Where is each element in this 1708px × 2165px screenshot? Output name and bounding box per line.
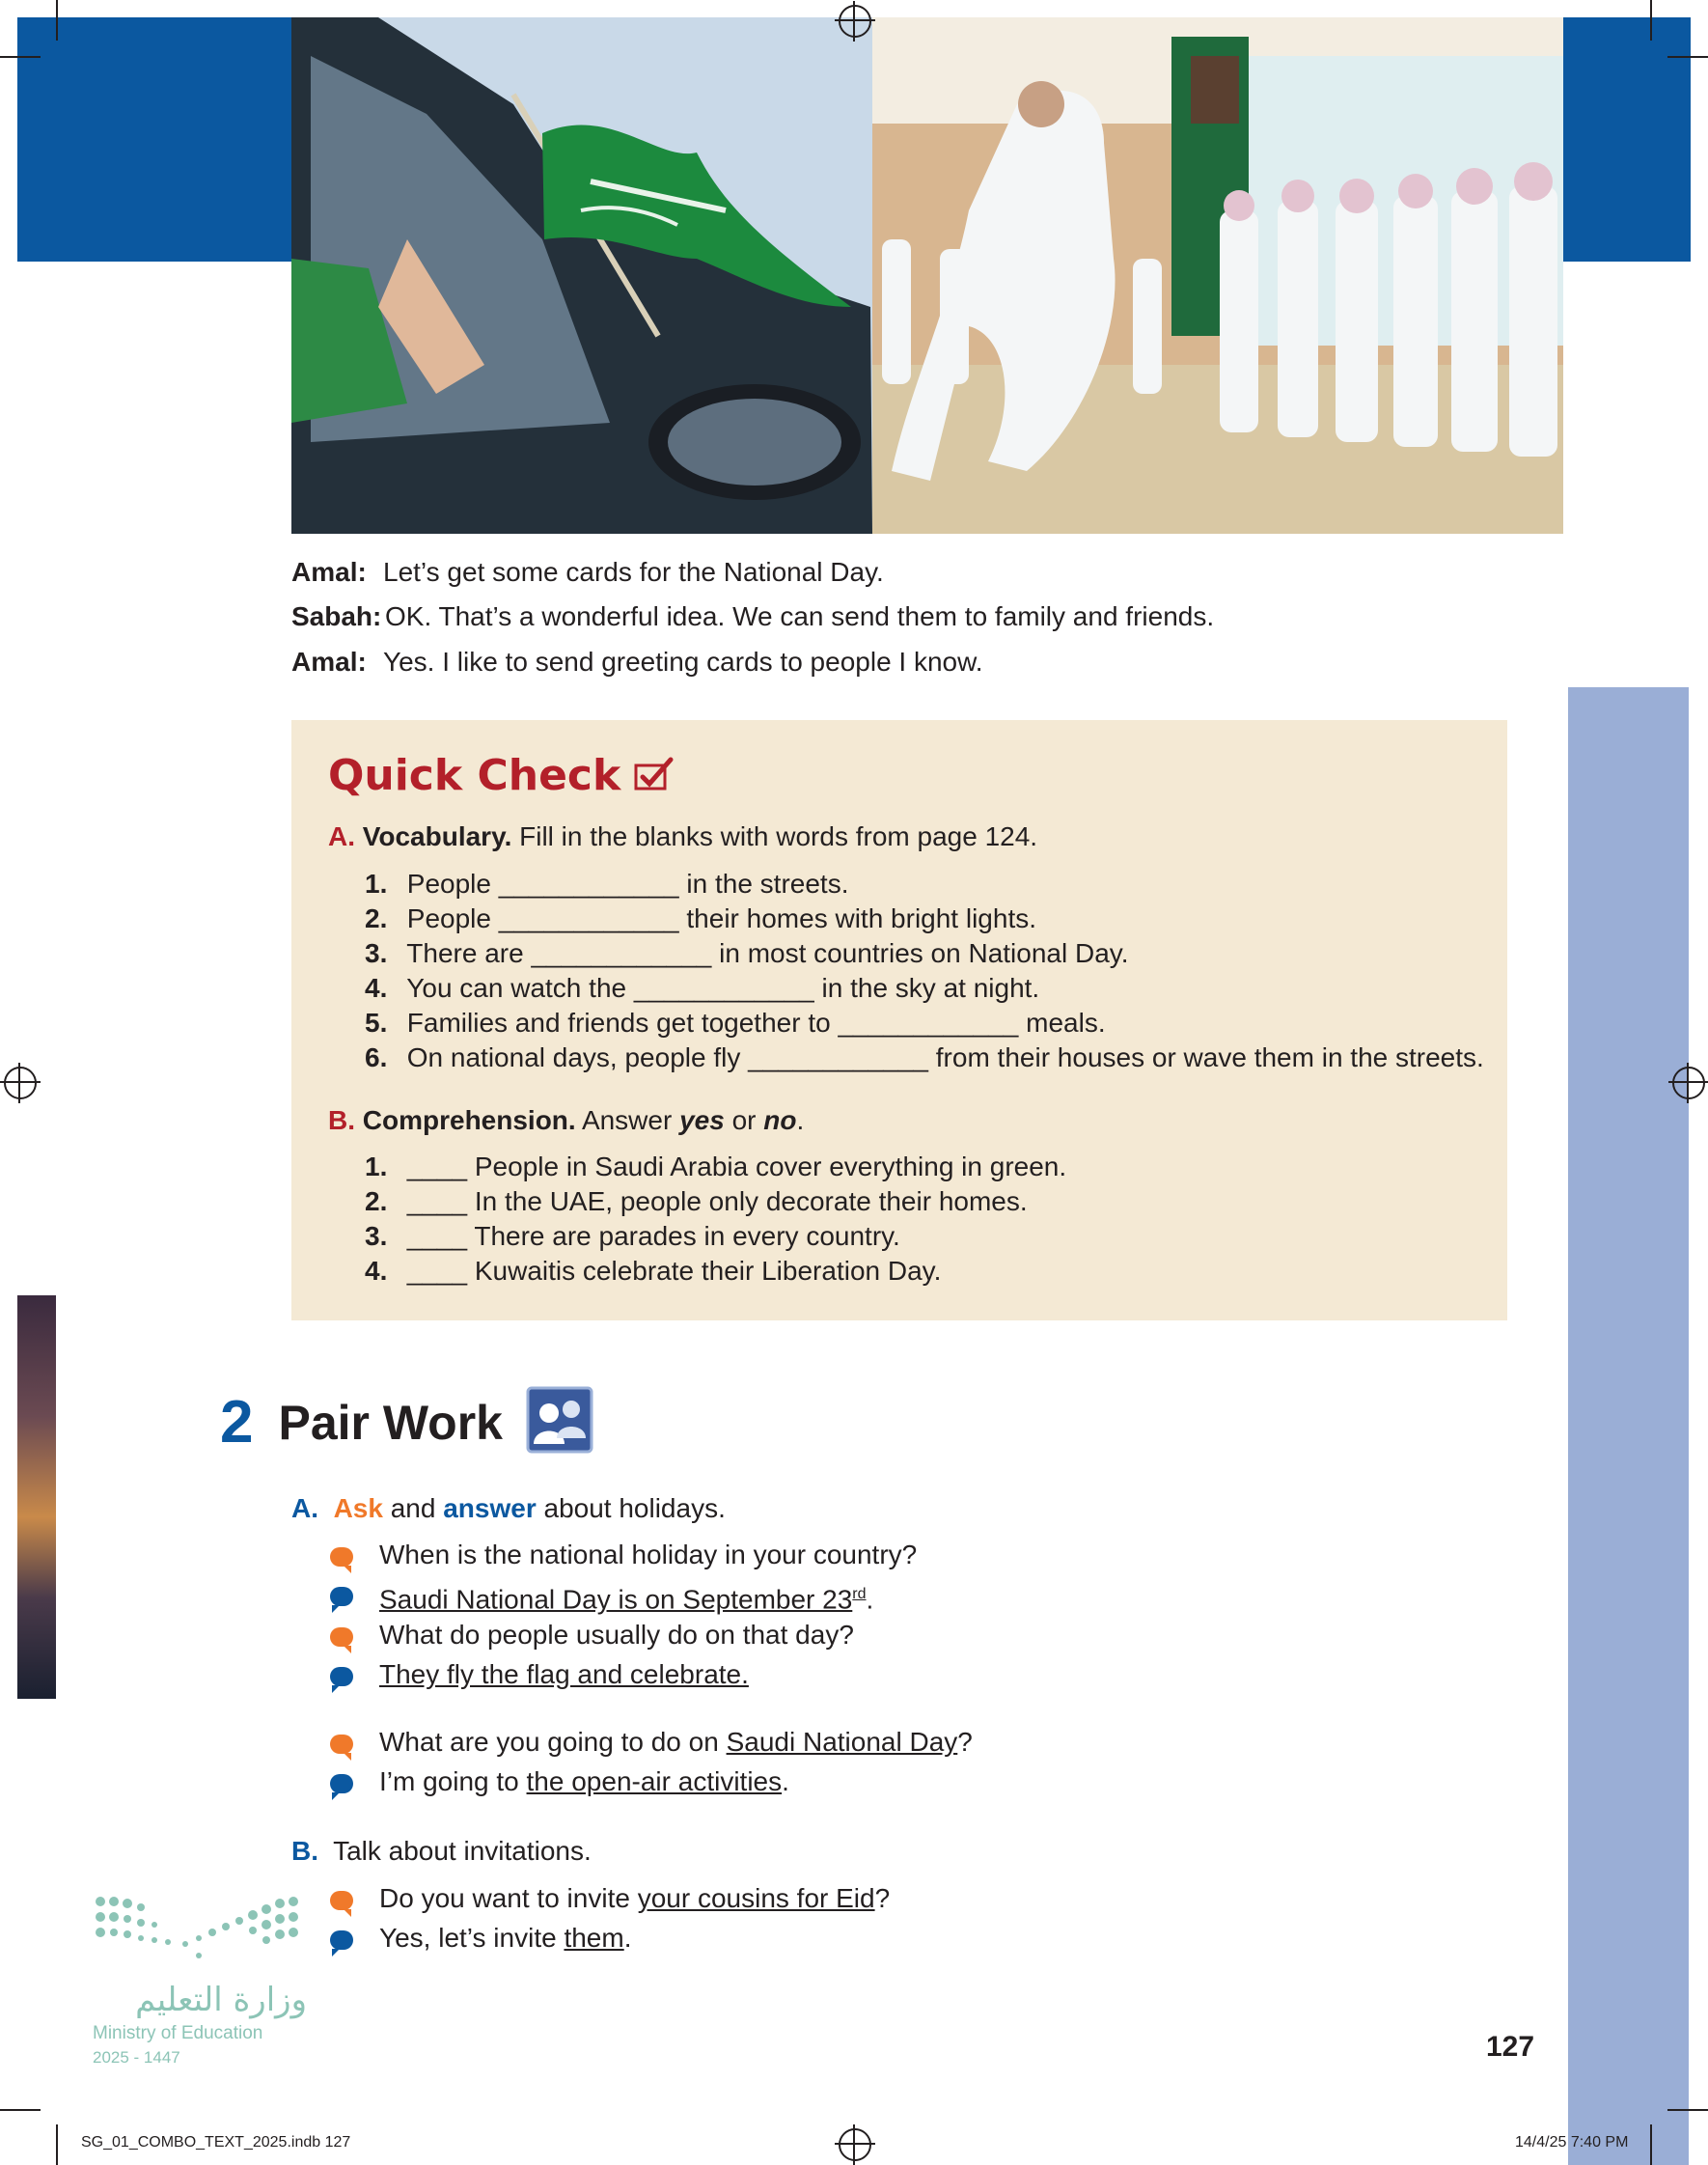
crop-mark xyxy=(56,2124,58,2165)
item-number: 5. xyxy=(365,1008,388,1038)
question-text: What are you going to do on xyxy=(379,1727,719,1757)
page-number: 127 xyxy=(1486,2031,1535,2063)
top-blue-band-left xyxy=(17,17,292,262)
item-text: People xyxy=(406,869,491,899)
crop-mark xyxy=(56,0,58,41)
answer-blank[interactable]: ____________ xyxy=(498,903,679,933)
ministry-english: Ministry of Education xyxy=(93,2023,263,2043)
pair-work-heading xyxy=(220,1386,593,1458)
item-text: On national days, people fly xyxy=(406,1042,741,1072)
pair-answer xyxy=(379,1658,749,1691)
instruction-text: about holidays. xyxy=(543,1493,726,1523)
item-number: 2. xyxy=(365,1186,388,1216)
side-strip xyxy=(1568,687,1689,2165)
ask-word: Ask xyxy=(333,1493,383,1523)
section-letter: B. xyxy=(328,1105,355,1135)
dialogue-line-1 xyxy=(291,556,884,589)
section-number: 2 xyxy=(220,1389,254,1456)
instruction-text: Talk about invitations. xyxy=(333,1836,592,1866)
answer-underlined: the open-air activities xyxy=(526,1766,783,1796)
question-bubble-icon xyxy=(330,1547,353,1567)
punctuation: . xyxy=(782,1766,789,1796)
question-bubble-icon xyxy=(330,1891,353,1910)
item-text: You can watch the xyxy=(406,973,627,1003)
answer-word: answer xyxy=(443,1493,537,1523)
or-word: or xyxy=(731,1105,757,1135)
flag-car-photo xyxy=(291,17,872,534)
section-letter: A. xyxy=(328,821,355,851)
flag-car-illustration xyxy=(291,17,872,534)
instruction-text: Answer xyxy=(581,1105,673,1135)
answer-bubble-icon xyxy=(330,1930,353,1950)
item-number: 4. xyxy=(365,1256,388,1286)
comprehension-item xyxy=(365,1220,900,1253)
section-heading: Comprehension. xyxy=(362,1105,576,1135)
city-night-photo xyxy=(17,1295,56,1699)
item-text: Families and friends get together to xyxy=(406,1008,831,1038)
answer-blank[interactable]: ____________ xyxy=(531,938,712,968)
dialogue-text: Yes. I like to send greeting cards to people I know. xyxy=(383,647,983,677)
pair-work-icon xyxy=(526,1386,593,1458)
dialogue-line-2 xyxy=(291,600,1214,633)
ordinal-suffix: rd xyxy=(852,1586,867,1602)
item-text: There are parades in every country. xyxy=(474,1221,900,1251)
section-title: Pair Work xyxy=(278,1395,503,1450)
pair-answer xyxy=(379,1765,789,1798)
pair-work-a-instruction xyxy=(291,1492,726,1525)
punctuation: ? xyxy=(874,1883,891,1913)
item-text: People xyxy=(406,903,491,933)
question-text: What do people usually do on that day? xyxy=(379,1620,854,1650)
item-text: in the streets. xyxy=(686,869,849,899)
answer-text: I’m going to xyxy=(379,1766,519,1796)
registration-mark-icon xyxy=(4,1067,37,1099)
dialogue-text: OK. That’s a wonderful idea. We can send them to family and friends. xyxy=(385,601,1215,631)
item-text: in the sky at night. xyxy=(821,973,1040,1003)
crop-mark xyxy=(1667,56,1708,58)
answer-underlined: them xyxy=(564,1923,624,1953)
item-text: There are xyxy=(406,938,524,968)
pair-work-b-instruction xyxy=(291,1835,592,1868)
item-text: Kuwaitis celebrate their Liberation Day. xyxy=(474,1256,942,1286)
dialogue-speaker: Sabah: xyxy=(291,601,382,631)
answer-blank[interactable]: ____ xyxy=(406,1221,468,1251)
crop-mark xyxy=(1650,0,1652,41)
footer-date: 14/4/25 7:40 PM xyxy=(1515,2134,1629,2151)
punctuation: . xyxy=(866,1584,874,1615)
answer-blank[interactable]: ____ xyxy=(406,1152,468,1181)
vocab-item xyxy=(365,868,849,901)
ministry-years: 2025 - 1447 xyxy=(93,2048,180,2067)
vocab-item xyxy=(365,1041,1484,1074)
answer-blank[interactable]: ____ xyxy=(406,1186,468,1216)
section-letter: A. xyxy=(291,1493,318,1523)
answer-blank[interactable]: ____ xyxy=(406,1256,468,1286)
ministry-dots-icon xyxy=(93,1894,305,1966)
item-number: 4. xyxy=(365,973,388,1003)
comprehension-instruction xyxy=(328,1104,804,1137)
dialogue-speaker: Amal: xyxy=(291,557,367,587)
item-text: In the UAE, people only decorate their homes. xyxy=(474,1186,1028,1216)
item-number: 6. xyxy=(365,1042,388,1072)
quick-check-heading xyxy=(328,751,675,800)
pair-question xyxy=(379,1539,917,1571)
item-number: 1. xyxy=(365,1152,388,1181)
vocab-item xyxy=(365,972,1039,1005)
pair-answer xyxy=(379,1578,873,1616)
vocab-item xyxy=(365,902,1036,935)
answer-text: They fly the flag and celebrate. xyxy=(379,1659,749,1689)
question-bubble-icon xyxy=(330,1735,353,1754)
punctuation: . xyxy=(623,1923,632,1953)
dialogue-speaker: Amal: xyxy=(291,647,367,677)
item-text: in most countries on National Day. xyxy=(719,938,1129,968)
dialogue-line-3 xyxy=(291,646,983,679)
pair-question xyxy=(379,1619,854,1652)
registration-mark-icon xyxy=(839,2128,871,2161)
comprehension-item xyxy=(365,1255,941,1288)
question-underlined: your cousins for Eid xyxy=(637,1883,875,1913)
dialogue-text: Let’s get some cards for the National Day. xyxy=(383,557,884,587)
item-text: their homes with bright lights. xyxy=(686,903,1037,933)
item-text: People in Saudi Arabia cover everything in green. xyxy=(474,1152,1067,1181)
crop-mark xyxy=(0,2109,41,2111)
yes-word: yes xyxy=(679,1105,725,1135)
vocabulary-instruction xyxy=(328,820,1037,853)
footer-file: SG_01_COMBO_TEXT_2025.indb 127 xyxy=(81,2134,351,2151)
pair-question xyxy=(379,1882,890,1915)
section-heading: Vocabulary. xyxy=(362,821,512,851)
top-blue-band-right xyxy=(1563,17,1691,262)
answer-blank[interactable]: ____________ xyxy=(838,1008,1019,1038)
answer-blank[interactable]: ____________ xyxy=(633,973,814,1003)
ministry-logo xyxy=(93,1894,307,2068)
vocab-item xyxy=(365,937,1128,970)
instruction-text: Fill in the blanks with words from page 124. xyxy=(519,821,1038,851)
item-text: from their houses or wave them in the streets. xyxy=(935,1042,1484,1072)
question-text: Do you want to invite xyxy=(379,1883,630,1913)
question-underlined: Saudi National Day xyxy=(726,1727,958,1757)
no-word: no xyxy=(763,1105,797,1135)
item-number: 1. xyxy=(365,869,388,899)
and-word: and xyxy=(390,1493,436,1523)
answer-bubble-icon xyxy=(330,1774,353,1793)
answer-blank[interactable]: ____________ xyxy=(748,1042,928,1072)
pair-answer xyxy=(379,1922,631,1955)
answer-bubble-icon xyxy=(330,1587,353,1606)
crop-mark xyxy=(1650,2124,1652,2165)
answer-text: Saudi National Day is on September 23 xyxy=(379,1584,853,1615)
item-text: meals. xyxy=(1026,1008,1106,1038)
ministry-arabic: وزارة التعليم xyxy=(135,1981,307,2019)
quick-check-title: Quick Check xyxy=(328,751,621,800)
item-number: 3. xyxy=(365,1221,388,1251)
dance-illustration xyxy=(872,17,1563,534)
question-text: When is the national holiday in your country? xyxy=(379,1540,918,1569)
crop-mark xyxy=(1667,2109,1708,2111)
question-bubble-icon xyxy=(330,1627,353,1647)
registration-mark-icon xyxy=(839,5,871,38)
item-number: 2. xyxy=(365,903,388,933)
answer-blank[interactable]: ____________ xyxy=(498,869,679,899)
comprehension-item xyxy=(365,1185,1028,1218)
answer-bubble-icon xyxy=(330,1667,353,1686)
item-number: 3. xyxy=(365,938,388,968)
crop-mark xyxy=(0,56,41,58)
period: . xyxy=(796,1105,805,1135)
vocab-item xyxy=(365,1007,1106,1040)
answer-text: Yes, let’s invite xyxy=(379,1923,557,1953)
section-letter: B. xyxy=(291,1836,318,1866)
checkbox-icon xyxy=(634,756,675,795)
comprehension-item xyxy=(365,1151,1066,1183)
registration-mark-icon xyxy=(1672,1067,1705,1099)
ardah-dance-photo xyxy=(872,17,1563,534)
punctuation: ? xyxy=(957,1727,973,1757)
pair-question xyxy=(379,1726,973,1759)
